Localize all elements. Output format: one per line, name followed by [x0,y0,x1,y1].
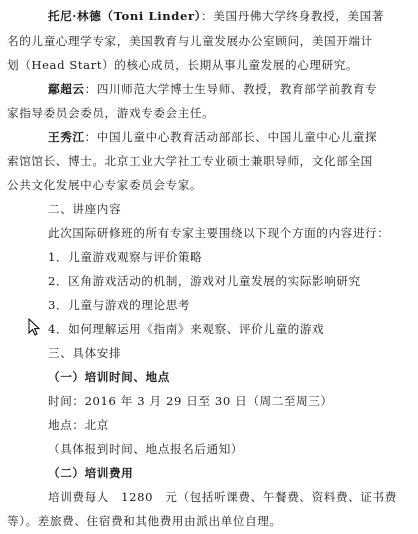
lecture-item: 2．区角游戏活动的机制，游戏对儿童发展的实际影响研究 [48,274,361,288]
lecture-item: 3．儿童与游戏的理论思考 [48,298,191,312]
expert-wang-xiujiang-line3: 公共文化发展中心专家委员会专家。 [7,178,203,192]
expert-wang-xiujiang-line1 [48,129,377,145]
expert-bio-text: ：四川师范大学博士生导师、教授，教育部学前教育专 [84,82,378,96]
expert-bio-text: ：中国儿童中心教育活动部部长、中国儿童中心儿童探 [84,130,378,144]
mouse-pointer-icon [28,318,40,336]
expert-toni-linder-line3: 划（Head Start）的核心成员，长期从事儿童发展的心理研究。 [7,58,359,72]
expert-name-yan-chaoyun: 鄢超云 [48,82,85,96]
expert-bio-text: ：美国丹佛大学终身教授，美国著 [201,9,384,23]
expert-toni-linder-line2: 名的儿童心理学专家，美国教育与儿童发展办公室顾问，美国开端计 [7,34,373,48]
subheading-time-place: （一）培训时间、地点 [48,370,170,384]
section-heading-arrangement: 三、具体安排 [48,346,122,360]
training-place: 地点：北京 [48,418,109,432]
expert-yan-chaoyun-line1 [48,81,377,97]
subheading-fees: （二）培训费用 [48,466,134,480]
expert-toni-linder-line1 [48,8,384,24]
training-fee-line1: 培训费每人 1280 元（包括听课费、午餐费、资料费、证书费 [48,490,397,504]
expert-name-toni-linder: 托尼·林德（Toni Linder） [48,9,202,23]
lecture-item: 1．儿童游戏观察与评价策略 [48,250,203,264]
lecture-item: 4．如何理解运用《指南》来观察、评价儿童的游戏 [48,322,325,336]
expert-wang-xiujiang-line2: 索馆馆长、博士。北京工业大学社工专业硕士兼职导师，文化部全国 [7,154,373,168]
lectures-intro: 此次国际研修班的所有专家主要围绕以下现个方面的内容进行： [48,226,390,240]
training-note: （具体报到时间、地点报名后通知） [48,442,244,456]
section-heading-lectures: 二、讲座内容 [48,202,122,216]
training-time: 时间：2016 年 3 月 29 日至 30 日（周二至周三） [48,394,333,408]
expert-yan-chaoyun-line2: 家指导委员会委员，游戏专委会主任。 [7,106,215,120]
training-fee-line2: 等）。差旅费、住宿费和其他费用由派出单位自理。 [7,514,282,528]
expert-name-wang-xiujiang: 王秀江 [48,130,85,144]
